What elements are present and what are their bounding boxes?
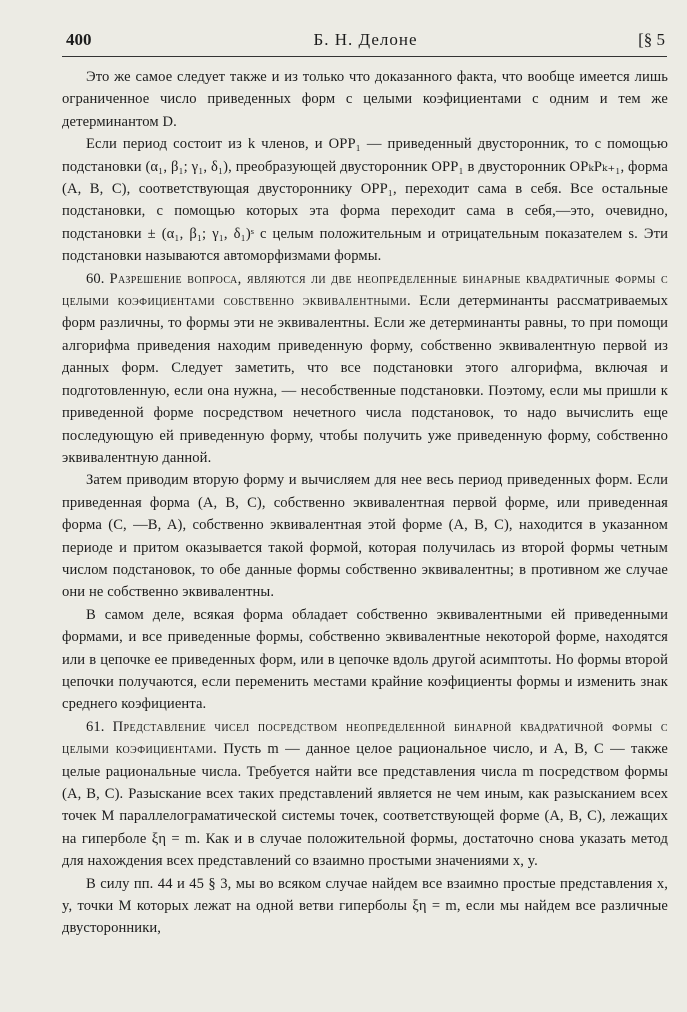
section-title: Представление чисел посредством неопределенной бинарной квадратичной формы с целыми коэфициентами. xyxy=(62,718,668,758)
page-body xyxy=(62,66,668,940)
paragraph-text: Если детерминанты рассматриваемых форм различны, то формы эти не эквивалентны. Если же детерминанты равны, то при помощи алгорифма приведения находим приведенную форму, собственно эквивалентную первой из данных форм. Следует заметить, что все подстановки этого алгорифма, включая и подготовленную, если она нужна, — несобственные подстановки. Поэтому, если мы пришли к приведенной форме посредством нечетного числа подстановок, то надо вычислить еще последующую ей приведенную форму, чтобы получить уже приведенную форму, собственно эквивалентную данной. xyxy=(62,293,668,466)
paragraph xyxy=(62,133,668,267)
paragraph xyxy=(62,469,668,603)
running-head: Б. Н. Делоне xyxy=(313,30,418,49)
paragraph xyxy=(62,716,668,873)
page-number: 400 xyxy=(66,30,92,49)
paragraph xyxy=(62,873,668,940)
paragraph-text: Затем приводим вторую форму и вычисляем для нее весь период приведенных форм. Если приведенная форма (A, B, C), собственно эквивалентная первой форме, или приведенная форма (C, —B, A), собственно эквивалентная этой форме (A, B, C), находится в указанном периоде и притом оказывается такой формой, которая получилась из второй формы четным числом подстановок, то обе данные формы собственно эквивалентны; в противном же случае они не собственно эквивалентны. xyxy=(62,472,668,601)
section-number: 60. xyxy=(86,270,105,287)
paragraph-text: Если период состоит из k членов, и OPP₁ — приведенный двусторонник, то с помощью подстановки (α₁, β₁; γ₁, δ₁), преобразующей двусторонник OPP₁ в двусторонник OPₖPₖ₊₁, форма (A, B, C), соответствующая двустороннику OPP₁, переходит сама в себя. Все остальные подстановки, с помощью которых эта форма переходит сама в себя,—это, очевидно, подстановки ± (α₁, β₁; γ₁, δ₁)ˢ с целым положительным и отрицательным показателем s. Эти подстановки называются автоморфизмами формы. xyxy=(62,136,668,265)
paragraph xyxy=(62,604,668,716)
header-rule xyxy=(62,56,667,57)
page-header xyxy=(66,30,665,56)
paragraph-text: Это же самое следует также и из только что доказанного факта, что вообще имеется лишь ограниченное число приведенных форм с целыми коэфициентами с одним и тем же детерминантом D. xyxy=(62,69,668,130)
paragraph-text: В силу пп. 44 и 45 § 3, мы во всяком случае найдем все взаимно простые представления x, y, точки M которых лежат на одной ветви гиперболы ξη = m, если мы найдем все различные двусторонники, xyxy=(62,875,668,937)
paragraph xyxy=(62,268,668,470)
section-number: 61. xyxy=(86,718,105,735)
paragraph-text: В самом деле, всякая форма обладает собственно эквивалентными ей приведенными формами, и все приведенные формы, собственно эквивалентные некоторой форме, находятся или в цепочке ее приведенных форм, или в цепочке вдоль другой асимптоты. Но формы второй цепочки получаются, если переменить местами крайние коэфициенты формы и изменить знак среднего коэфициента. xyxy=(62,606,668,713)
paragraph xyxy=(62,66,668,133)
section-marker: [§ 5 xyxy=(638,30,665,49)
paragraph-text: Пусть m — данное целое рациональное число, и A, B, C — также целые рациональные числа. Требуется найти все представления числа m посредством формы (A, B, C). Разыскание всех таких представлений является не чем иным, как разысканием всех точек M параллелограматической системы точек, соответствующей форме (A, B, C), лежащих на гиперболе ξη = m. Как и в случае положительной формы, достаточно снова указать метод для нахождения всех представлений со взаимно простыми значениями x, y. xyxy=(62,741,668,870)
section-title: Разрешение вопроса, являются ли две неопределенные бинарные квадратичные формы с целыми коэфициентами собственно эквивалентными. xyxy=(62,270,669,310)
